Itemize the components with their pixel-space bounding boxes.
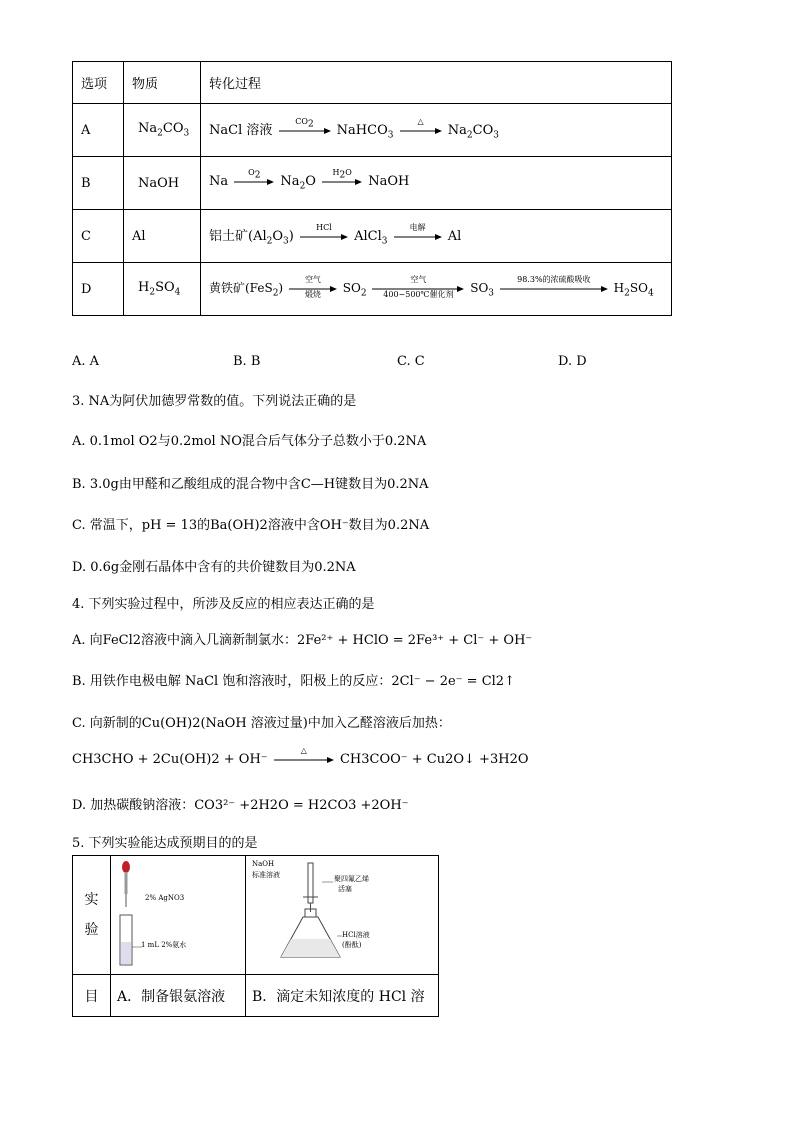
conversion-table [72,61,672,316]
row-c-option: C [73,210,124,263]
goal-b: B．滴定未知浓度的 HCl 溶 [246,975,439,1017]
row-b-process: Na $O_2$ $Na_2O$ $H_2O$ NaOH [201,157,672,210]
header-option: 选项 [73,62,124,104]
row-d-option: D [73,263,124,316]
row-a-substance: $Na_2CO_3$ [124,104,201,157]
row-a-part-1: NaCl 溶液 [209,123,273,139]
row-c-process: 铝土矿$(Al_2O_3)$ HCl AlCl$_3$ 电解 Al [201,210,672,263]
q4-option-d: D. 加热碳酸钠溶液：CO3²⁻ +2H2O = H2CO3 +2OH⁻ [72,798,409,813]
arrow-icon: 空气 400~500℃催化剂 [372,285,464,293]
choice-a: A. A [72,354,100,369]
arrow-icon: $CO_2$ [279,127,331,135]
experiment-table [72,855,439,1017]
apparatus-a: 2% AgNO3 1 mL 2%氨水 [111,856,246,975]
q3-option-b: B. 3.0g由甲醛和乙酸组成的混合物中含C—H键数目为0.2NA [72,477,429,492]
q4-option-c-equation: CH3CHO + 2Cu(OH)2 + OH⁻ △ CH3COO⁻ + Cu2O↓ +3H2O [72,745,529,767]
choice-d: D. D [558,354,587,369]
arrow-icon: 电解 [394,233,442,241]
q4-option-c: C. 向新制的Cu(OH)2(NaOH 溶液过量)中加入乙醛溶液后加热： [72,716,451,731]
choice-b: B. B [233,354,261,369]
row-label-goal: 目 [73,975,111,1017]
row-d-substance: $H_2SO_4$ [124,263,201,316]
q3-option-c: C. 常温下，pH = 13的Ba(OH)2溶液中含OH⁻数目为0.2NA [72,518,430,533]
q5-stem: 5. 下列实验能达成预期目的的是 [72,836,258,851]
q4-option-a: A. 向FeCl2溶液中滴入几滴新制氯水：2Fe²⁺ + HClO = 2Fe³⁺ + Cl⁻ + OH⁻ [72,633,533,648]
arrow-icon: 空气 煅烧 [289,285,337,293]
q3-option-d: D. 0.6g金刚石晶体中含有的共价键数目为0.2NA [72,560,356,575]
row-d-process: 黄铁矿(FeS$_2$) 空气 煅烧 $SO_2$ 空气 400~500℃催化剂 $SO_3$ 98.3%的浓硫酸吸收 $H_2SO_4$ [201,263,672,316]
header-process: 转化过程 [201,62,672,104]
arrow-icon: △ [400,127,442,135]
apparatus-b: NaOH 标准溶液 聚四氟乙烯 活塞 HCl溶液 (酚酞) [246,856,439,975]
q4-option-b: B. 用铁作电极电解 NaCl 饱和溶液时，阳极上的反应：2Cl⁻ − 2e⁻ = Cl2↑ [72,674,515,689]
row-a-option: A [73,104,124,157]
test-tube-dropper-icon [112,857,244,969]
row-b-option: B [73,157,124,210]
arrow-icon: 98.3%的浓硫酸吸收 [500,285,608,293]
arrow-icon: $H_2O$ [322,178,362,186]
q3-option-a: A. 0.1mol O2与0.2mol NO混合后气体分子总数小于0.2NA [72,434,427,449]
goal-a: A．制备银氨溶液 [111,975,246,1017]
row-a-process: NaCl 溶液 $CO_2$ NaHCO$_3$ △ $Na_2CO_3$ [201,104,672,157]
row-b-substance: NaOH [124,157,201,210]
arrow-icon: △ [274,756,334,764]
arrow-icon: HCl [300,233,348,241]
choice-c: C. C [397,354,425,369]
header-substance: 物质 [124,62,201,104]
q3-stem: 3. NA为阿伏加德罗常数的值。下列说法正确的是 [72,394,357,409]
q4-stem: 4. 下列实验过程中，所涉及反应的相应表达正确的是 [72,597,375,612]
arrow-icon: $O_2$ [234,178,274,186]
row-label-experiment: 实 验 [73,856,111,975]
row-c-substance: Al [124,210,201,263]
